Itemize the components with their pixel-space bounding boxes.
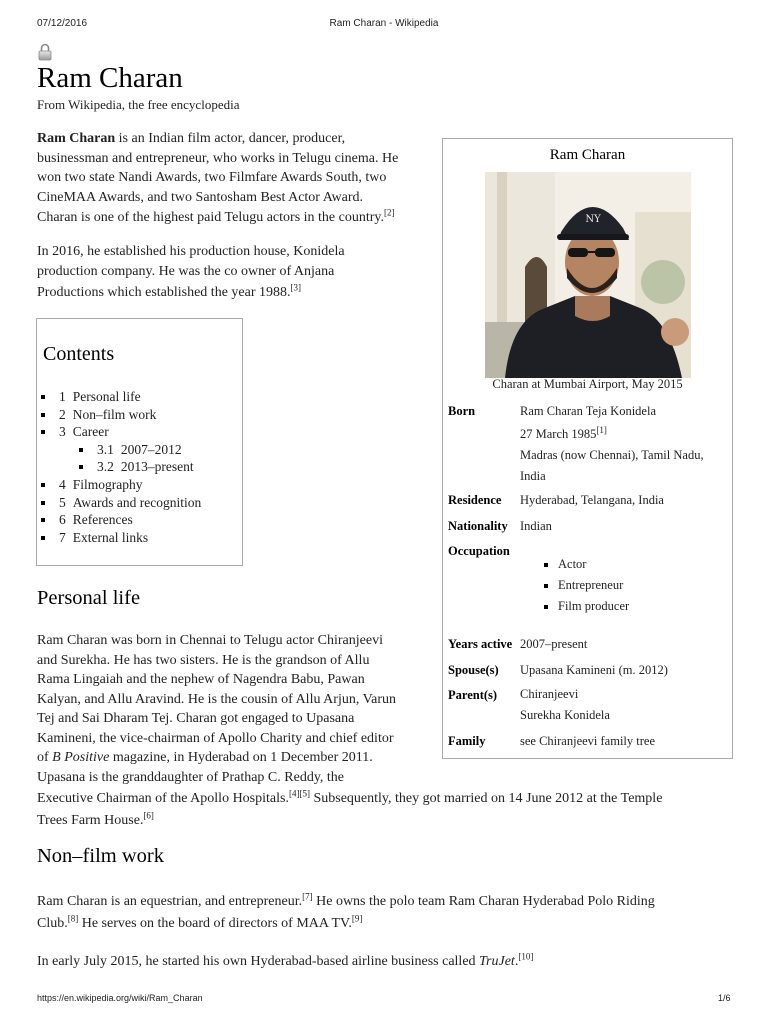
infobox-label-residence: Residence [448, 493, 502, 507]
citation-link[interactable]: [5] [299, 788, 310, 799]
print-page-number: 1/6 [718, 993, 731, 1003]
infobox-value-residence: Hyderabad, Telangana, India [520, 493, 664, 507]
toc-item-non-film-work[interactable]: 2 Non–film work [59, 406, 201, 424]
parent-link[interactable]: Surekha Konidela [520, 708, 610, 722]
infobox-value-spouse[interactable]: Upasana Kamineni (m. 2012) [520, 663, 668, 677]
infobox-label-nationality: Nationality [448, 519, 508, 533]
citation-link[interactable]: [2] [384, 207, 395, 218]
production-paragraph: In 2016, he established his production house, Konidela production company. He was the co owner of Anjana Productions which established the year 1988.[3] [37, 244, 345, 300]
infobox-label-years-active: Years active [448, 637, 513, 651]
infobox [442, 138, 733, 759]
occupation-item[interactable]: Actor [520, 554, 629, 575]
print-url: https://en.wikipedia.org/wiki/Ram_Charan [37, 993, 203, 1003]
infobox-label-spouse: Spouse(s) [448, 663, 499, 677]
print-date: 07/12/2016 [37, 18, 88, 29]
non-film-paragraph: Ram Charan is an equestrian, and entrepreneur.[7] He owns the polo team Ram Charan Hyderabad Polo Riding Club.[8] He serves on the board of directors of MAA TV.[9] [37, 891, 655, 931]
citation-link[interactable]: [1] [596, 424, 607, 435]
toc-title: Contents [43, 343, 115, 365]
infobox-value-family[interactable]: see Chiranjeevi family tree [520, 734, 656, 748]
toc-item-external-links[interactable]: 7 External links [59, 529, 201, 547]
citation-link[interactable]: [9] [351, 912, 363, 923]
citation-link[interactable]: [6] [143, 809, 154, 820]
toc-item-references[interactable]: 6 References [59, 511, 201, 529]
infobox-value-years-active: 2007–present [520, 637, 588, 651]
infobox-label-family: Family [448, 734, 486, 748]
intro-paragraph: Ram Charan is an Indian film actor, dancer, producer, businessman and entrepreneur, who works in Telugu cinema. He won two state Nandi Awards, two Filmfare Awards South, two CineMAA Awards, and two Santosham Best Actor Award. Charan is one of the highest paid Telugu actors in the country.[2] [37, 131, 399, 225]
toc-item-2007-2012[interactable]: 3.1 2007–2012 [59, 441, 201, 459]
citation-link[interactable]: [7] [302, 891, 313, 902]
subject-name: Ram Charan [37, 131, 116, 146]
page-title: Ram Charan [37, 62, 183, 94]
toc-item-filmography[interactable]: 4 Filmography [59, 476, 201, 494]
infobox-value-parents [520, 684, 610, 726]
toc-item-awards[interactable]: 5 Awards and recognition [59, 494, 201, 512]
infobox-value-born: Ram Charan Teja Konidela 27 March 1985[1] Madras (now Chennai), Tamil Nadu, India [520, 404, 704, 483]
section-heading-personal-life: Personal life [37, 587, 141, 609]
photo-caption: Charan at Mumbai Airport, May 2015 [492, 377, 683, 391]
toc-item-2013-present[interactable]: 3.2 2013–present [59, 458, 201, 476]
infobox-label-occupation: Occupation [448, 544, 510, 558]
tagline: From Wikipedia, the free encyclopedia [37, 97, 240, 112]
infobox-value-nationality: Indian [520, 519, 552, 533]
toc-item-personal-life[interactable]: 1 Personal life [59, 388, 201, 406]
occupation-item[interactable]: Entrepreneur [520, 575, 629, 596]
infobox-title: Ram Charan [549, 147, 626, 163]
personal-life-paragraph: Ram Charan was born in Chennai to Telugu actor Chiranjeevi and Surekha. He has two sisters. He is the grandson of Allu Rama Lingaiah and the nephew of Nagendra Babu, Pawan Kalyan, and Allu Aravind. He is the cousin of Allu Arjun, Varun Tej and Sai Dharam Tej. Charan got engaged to Upasana Kamineni, the vice-chairman of Apollo Charity and chief editor of B Positive magazine, in Hyderabad on 1 December 2011. Upasana is the granddaughter of Prathap C. Reddy, the Executive Chairman of the Apollo Hospitals.[4][5] Subsequently, they got married on 14 June 2012 at the Temple Trees Farm House.[6] [37, 633, 663, 828]
infobox-value-occupation [520, 554, 629, 617]
citation-link[interactable]: [3] [290, 282, 302, 293]
occupation-item[interactable]: Film producer [520, 596, 629, 617]
print-title: Ram Charan - Wikipedia [329, 18, 439, 29]
toc-item-career[interactable]: 3 Career [59, 423, 201, 441]
citation-link[interactable]: [8] [67, 912, 79, 923]
parent-link[interactable]: Chiranjeevi [520, 687, 579, 701]
citation-link[interactable]: [10] [518, 951, 534, 962]
airline-paragraph: In early July 2015, he started his own Hyderabad-based airline business called TruJet.[10] [37, 951, 534, 969]
table-of-contents [36, 318, 243, 566]
citation-link[interactable]: [4] [288, 788, 300, 799]
section-heading-non-film-work: Non–film work [37, 845, 164, 867]
portrait-photo[interactable] [485, 172, 691, 378]
infobox-label-parents: Parent(s) [448, 688, 498, 702]
lock-icon [38, 43, 52, 61]
svg-text:NY: NY [585, 214, 601, 225]
infobox-label-born: Born [448, 404, 476, 418]
